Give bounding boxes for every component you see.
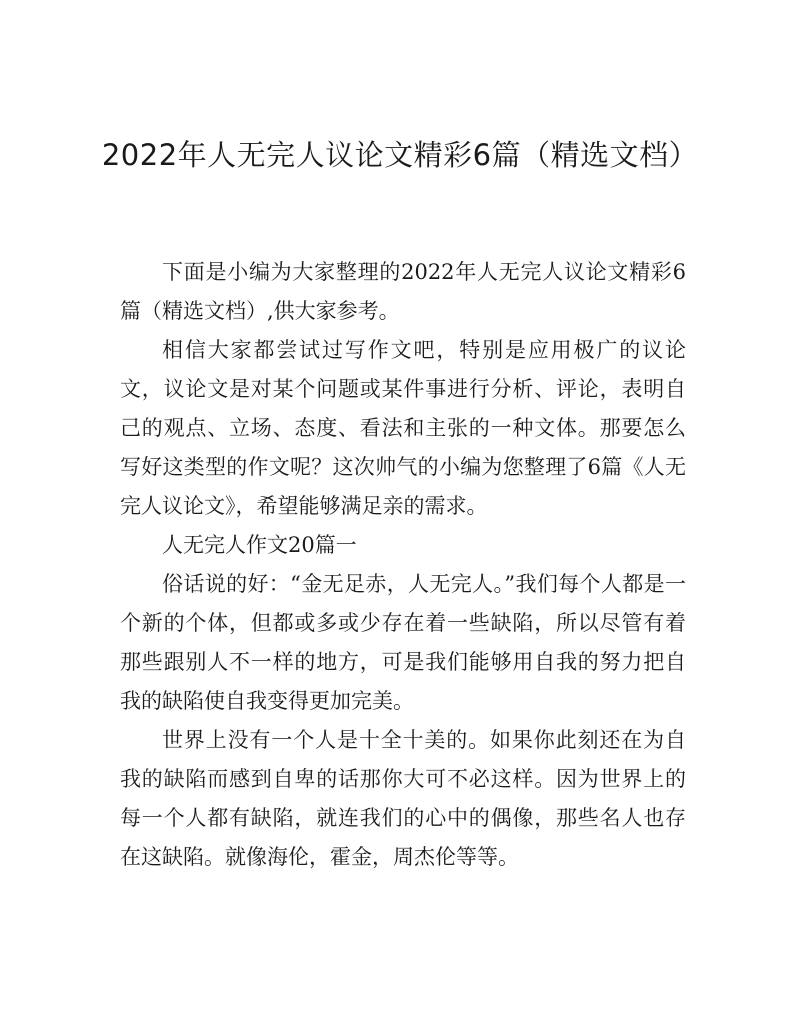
paragraph-no-perfect-person: 世界上没有一个人是十全十美的。如果你此刻还在为自我的缺陷而感到自卑的话那你大可不必这样。因为世界上的每一个人都有缺陷，就连我们的心中的偶像，那些名人也存在这缺陷。就像海伦，霍金，周杰伦等等。 [120,728,686,869]
document-body [120,253,686,877]
section-heading: 人无完人作文20篇一 [162,533,357,557]
document-title: 2022年人无完人议论文精彩6篇（精选文档） [101,138,699,172]
paragraph-proverb: 俗话说的好：“金无足赤，人无完人。”我们每个人都是一个新的个体，但都或多或少存在着一些缺陷，所以尽管有着那些跟别人不一样的地方，可是我们能够用自我的努力把自我的缺陷使自我变得更加完美。 [120,572,686,713]
paragraph-intro: 下面是小编为大家整理的2022年人无完人议论文精彩6篇（精选文档）,供大家参考。 [120,260,686,323]
paragraph-background: 相信大家都尝试过写作文吧，特别是应用极广的议论文，议论文是对某个问题或某件事进行分析、评论，表明自己的观点、立场、态度、看法和主张的一种文体。那要怎么写好这类型的作文呢？这次帅气的小编为您整理了6篇《人无完人议论文》，希望能够满足亲的需求。 [120,338,686,518]
